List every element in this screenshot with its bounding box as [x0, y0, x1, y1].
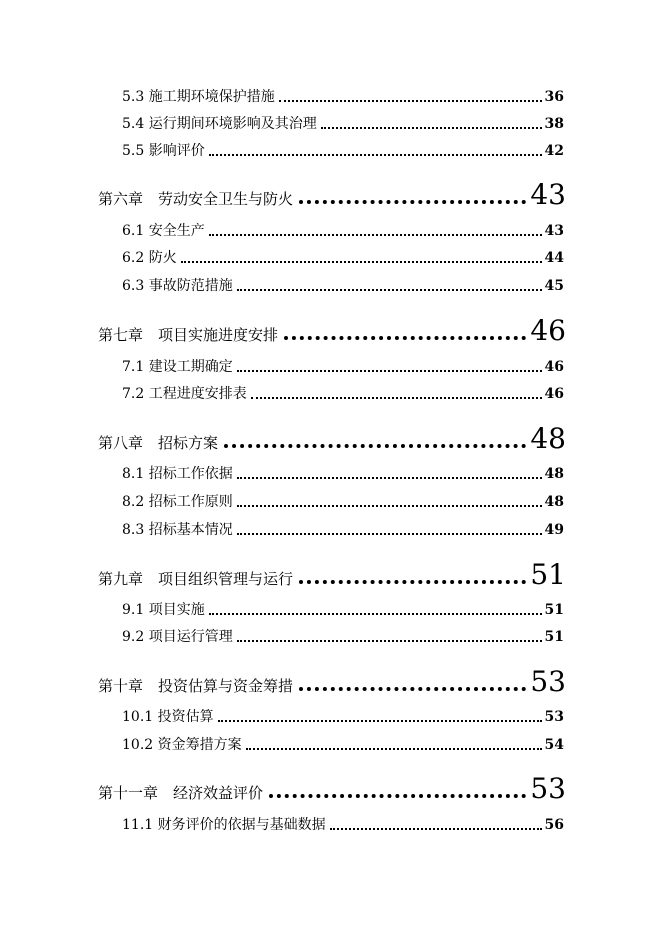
- toc-entry-10-1[interactable]: [122, 708, 564, 726]
- toc-entry-6-1[interactable]: [122, 222, 564, 240]
- toc-entry-page: 48: [544, 466, 564, 482]
- toc-chapter-label: 第八章 招标方案: [98, 434, 219, 452]
- toc-chapter-page: 48: [530, 422, 566, 455]
- dot-leader: [299, 199, 526, 204]
- toc-chapter-page: 43: [530, 178, 566, 211]
- dot-leader: [299, 579, 526, 584]
- dot-leader: [209, 612, 542, 615]
- toc-entry-label: 7.1 建设工期确定: [122, 359, 233, 375]
- toc-entry-page: 51: [544, 602, 564, 618]
- toc-entry-label: 6.3 事故防范措施: [122, 278, 233, 294]
- dot-leader: [237, 532, 542, 535]
- toc-entry-label: 9.2 项目运行管理: [122, 629, 233, 645]
- dot-leader: [218, 719, 542, 722]
- toc-entry-label: 6.2 防火: [122, 250, 177, 266]
- toc-chapter-6[interactable]: [98, 180, 566, 210]
- toc-chapter-10[interactable]: [98, 667, 566, 697]
- toc-chapter-page: 51: [530, 558, 566, 591]
- toc-entry-5-4[interactable]: [122, 115, 564, 133]
- toc-entry-page: 48: [544, 494, 564, 510]
- toc-entry-page: 46: [544, 359, 564, 375]
- dot-leader: [279, 99, 542, 102]
- dot-leader: [237, 369, 542, 372]
- toc-chapter-page: 46: [530, 314, 566, 347]
- toc-entry-label: 6.1 安全生产: [122, 223, 205, 239]
- toc-chapter-label: 第七章 项目实施进度安排: [98, 326, 279, 344]
- toc-entry-page: 56: [544, 817, 564, 833]
- toc-entry-label: 9.1 项目实施: [122, 602, 205, 618]
- toc-chapter-8[interactable]: [98, 424, 566, 454]
- toc-entry-page: 46: [544, 386, 564, 402]
- toc-chapter-label: 第九章 项目组织管理与运行: [98, 570, 294, 588]
- dot-leader: [237, 639, 542, 642]
- toc-entry-9-1[interactable]: [122, 601, 564, 619]
- dot-leader: [224, 443, 526, 448]
- toc-entry-label: 8.1 招标工作依据: [122, 466, 233, 482]
- toc-entry-page: 45: [544, 278, 564, 294]
- toc-entry-7-1[interactable]: [122, 358, 564, 376]
- toc-chapter-9[interactable]: [98, 560, 566, 590]
- toc-entry-8-1[interactable]: [122, 465, 564, 483]
- toc-entry-label: 11.1 财务评价的依据与基础数据: [122, 817, 326, 833]
- toc-entry-label: 5.3 施工期环境保护措施: [122, 89, 275, 105]
- toc-entry-page: 43: [544, 223, 564, 239]
- toc-entry-label: 5.4 运行期间环境影响及其治理: [122, 116, 317, 132]
- toc-entry-page: 54: [544, 737, 564, 753]
- toc-entry-page: 44: [544, 250, 564, 266]
- dot-leader: [251, 396, 542, 399]
- toc-chapter-11[interactable]: [98, 774, 566, 804]
- toc-entry-label: 10.2 资金筹措方案: [122, 737, 242, 753]
- dot-leader: [181, 260, 542, 263]
- toc-entry-7-2[interactable]: [122, 385, 564, 403]
- toc-entry-label: 10.1 投资估算: [122, 709, 214, 725]
- toc-entry-5-5[interactable]: [122, 142, 564, 160]
- toc-entry-label: 8.2 招标工作原则: [122, 494, 233, 510]
- toc-entry-label: 8.3 招标基本情况: [122, 522, 233, 538]
- toc-entry-page: 42: [544, 143, 564, 159]
- toc-chapter-label: 第十一章 经济效益评价: [98, 784, 264, 802]
- toc-chapter-page: 53: [530, 665, 566, 698]
- dot-leader: [237, 288, 542, 291]
- toc-entry-page: 36: [544, 89, 564, 105]
- dot-leader: [209, 233, 542, 236]
- toc-entry-page: 49: [544, 522, 564, 538]
- toc-entry-8-2[interactable]: [122, 493, 564, 511]
- dot-leader: [269, 793, 526, 798]
- toc-entry-6-3[interactable]: [122, 277, 564, 295]
- dot-leader: [246, 747, 542, 750]
- toc-chapter-page: 53: [530, 772, 566, 805]
- toc-entry-11-1[interactable]: [122, 816, 564, 834]
- toc-entry-5-3[interactable]: [122, 88, 564, 106]
- toc-entry-8-3[interactable]: [122, 521, 564, 539]
- toc-entry-page: 53: [544, 709, 564, 725]
- toc-entry-label: 7.2 工程进度安排表: [122, 386, 247, 402]
- dot-leader: [209, 153, 542, 156]
- dot-leader: [237, 476, 542, 479]
- toc-entry-page: 38: [544, 116, 564, 132]
- toc-entry-label: 5.5 影响评价: [122, 143, 205, 159]
- dot-leader: [237, 504, 542, 507]
- dot-leader: [284, 335, 526, 340]
- toc-entry-10-2[interactable]: [122, 736, 564, 754]
- dot-leader: [321, 126, 542, 129]
- toc-entry-9-2[interactable]: [122, 628, 564, 646]
- dot-leader: [330, 827, 542, 830]
- toc-chapter-7[interactable]: [98, 316, 566, 346]
- toc-entry-6-2[interactable]: [122, 249, 564, 267]
- dot-leader: [299, 686, 526, 691]
- toc-entry-page: 51: [544, 629, 564, 645]
- toc-chapter-label: 第十章 投资估算与资金筹措: [98, 677, 294, 695]
- toc-chapter-label: 第六章 劳动安全卫生与防火: [98, 190, 294, 208]
